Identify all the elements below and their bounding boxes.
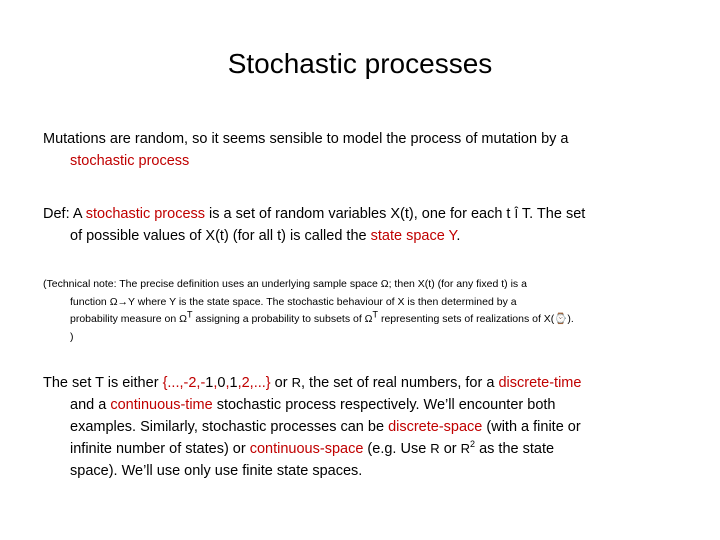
p3-l3a: examples. Similarly, stochastic processes can be [70, 419, 389, 435]
def-term: stochastic process [85, 206, 206, 222]
continuous-time-term: continuous-time [110, 397, 213, 413]
p3-l2a: and a [70, 397, 111, 413]
p1-line1: Mutations are random, so it seems sensible to model the process of mutation by a [43, 131, 569, 147]
real-numbers-icon-3: R [460, 441, 471, 456]
set-one2: 1 [229, 375, 238, 391]
note-sup-t-2: T [372, 309, 379, 320]
note-sup-t: T [187, 309, 193, 320]
slide-title: Stochastic processes [227, 48, 493, 79]
technical-note [43, 276, 693, 346]
sup-2: 2 [470, 439, 476, 450]
def-rest1: is a set of random variables X(t), one for each t [205, 206, 515, 222]
def-label: Def: [43, 206, 70, 222]
p3-l4a: infinite number of states) or [70, 441, 250, 457]
paragraph-set-t [43, 372, 683, 482]
set-one: 1 [205, 375, 214, 391]
set-comma1: , [225, 375, 230, 391]
p3-l2b: stochastic process respectively. We’ll encounter both [212, 397, 556, 413]
state-space-term: state space Y [370, 228, 457, 244]
set-comma0: , [213, 375, 218, 391]
p3-l1a: The set T is either [43, 375, 163, 391]
def-rest1b: T. The set [518, 206, 586, 222]
set-rest: ,2,...} [237, 375, 271, 391]
note-line3a: probability measure on Ω [70, 313, 187, 325]
p3-l3b: (with a finite or [482, 419, 581, 435]
p3-l4b: (e.g. Use [363, 441, 431, 457]
def-line2b: . [456, 228, 461, 244]
p3-l1b: , the set of real numbers, for a [300, 375, 499, 391]
real-numbers-icon: R [291, 375, 301, 390]
discrete-space-term: discrete-space [388, 419, 483, 435]
note-line4: ) [70, 330, 74, 343]
element-of-icon: Î [514, 206, 519, 221]
real-numbers-icon-2: R [430, 441, 440, 456]
paragraph-definition [43, 203, 683, 247]
p3-l5: space). We’ll use only use finite state spaces. [70, 463, 363, 479]
def-line2a: of possible values of X(t) (for all t) is called the [70, 228, 371, 244]
def-text-a: A [69, 206, 86, 222]
paragraph-mutations [43, 128, 683, 172]
note-line2: function Ω→Y where Y is the state space. The stochastic behaviour of X is then determined by a [70, 295, 517, 308]
p1-stochastic-process: stochastic process [70, 153, 190, 169]
note-line3b: assigning a probability to subsets of Ω [192, 313, 373, 325]
set-open: {...,-2,- [162, 375, 206, 391]
set-zero: 0 [217, 375, 226, 391]
continuous-space-term: continuous-space [249, 441, 364, 457]
note-line1: (Technical note: The precise definition uses an underlying sample space Ω; then X(t) (for any fixed t) is a [43, 278, 527, 290]
note-line3c: representing sets of realizations of X( [378, 313, 555, 325]
discrete-time-term: discrete-time [498, 375, 582, 391]
clock-icon: ⌚ [554, 313, 568, 325]
p3-or: or [270, 375, 292, 391]
p3-l4c: or [439, 441, 461, 457]
note-line3d: ). [567, 313, 574, 325]
p3-l4d: as the state [475, 441, 555, 457]
